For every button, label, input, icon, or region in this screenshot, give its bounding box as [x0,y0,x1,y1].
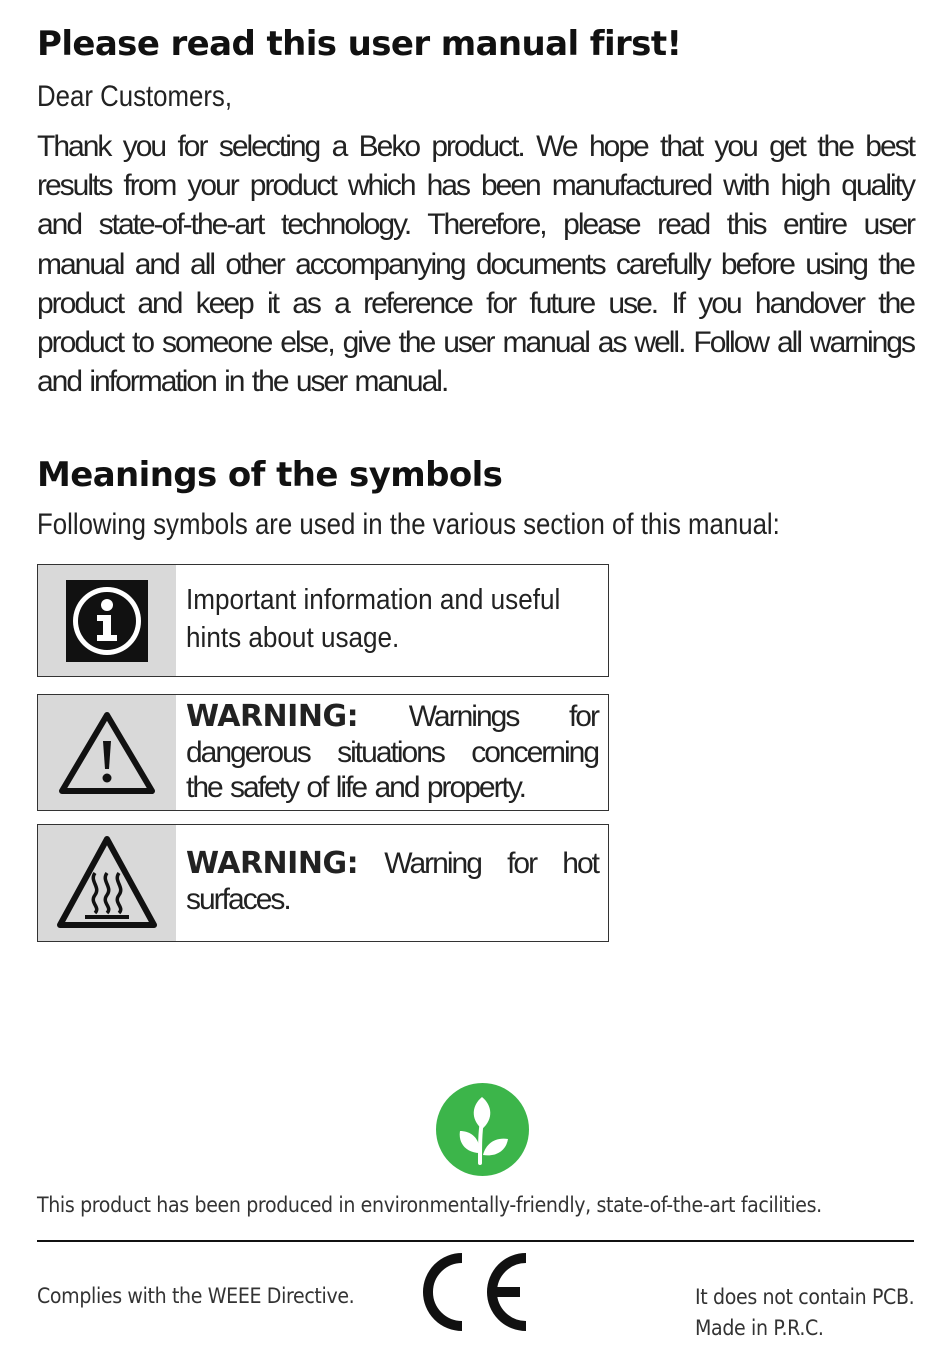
symbol-text-info: Important information and useful hints about usage. [186,584,561,654]
weee-statement: Complies with the WEEE Directive. [37,1284,355,1308]
footer-divider [37,1240,914,1242]
page-title: Please read this user manual first! [37,24,682,64]
symbol-text-hot-surface [186,846,598,917]
leaf-icon [436,1083,529,1176]
warning-text: Warnings for dangerous situations concerning the safety of life and property. [186,700,598,804]
pcb-statement: It does not contain PCB. [694,1285,914,1309]
warning-label: WARNING: [186,699,359,734]
ce-mark-icon [420,1252,532,1332]
compliance-notes [695,1282,914,1344]
symbol-row-warning [37,694,609,811]
hot-surface-text: Warning for hot surfaces. [186,847,599,916]
warning-label: WARNING: [186,846,359,881]
symbols-intro: Following symbols are used in the various section of this manual: [37,508,780,541]
hot-surface-icon [38,825,176,941]
symbol-row-info [37,564,609,677]
salutation: Dear Customers, [37,80,232,113]
warning-triangle-icon [38,695,176,810]
symbol-text-warning [186,699,598,806]
info-icon [38,565,176,676]
origin-statement: Made in P.R.C. [694,1316,824,1340]
symbols-heading: Meanings of the symbols [37,455,503,495]
symbol-row-hot-surface [37,824,609,942]
eco-statement: This product has been produced in environmentally-friendly, state-of-the-art facilities. [37,1193,822,1217]
intro-paragraph: Thank you for selecting a Beko product. We hope that you get the best results from your product which has been manufactured with high quality and state-of-the-art technology. Therefore, please read this entire user manual and all other accompanying documents carefully before using the product and keep it as a reference for future use. If you handover the product to someone else, give the user manual as well. Follow all warnings and information in the user manual. [37,130,914,399]
